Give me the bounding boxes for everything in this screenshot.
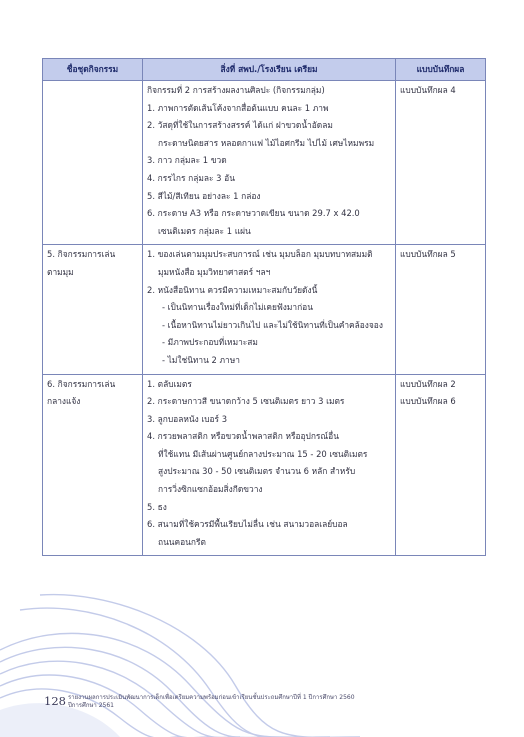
material-line: - ไม่ใช่นิทาน 2 ภาษา [162,354,240,365]
table-row [43,245,486,374]
material-line: 6. กระดาษ A3 หรือ กระดาษวาดเขียน ขนาด 29.7 x 42.0 [147,208,360,219]
material-line: กระดาษนิตยสาร หลอดกาแฟ ไม้ไอศกรีม ไปไม้ เศษไหมพรม [158,137,375,148]
record-line: แบบบันทึกผล 2 [400,378,456,389]
activity-line: 6. กิจกรรมการเล่น [47,378,116,389]
table-row [43,374,486,556]
material-line: 1. ของเล่นตามมุมประสบการณ์ เช่น มุมบล็อก มุมบทบาทสมมติ [147,249,373,260]
material-line: การวิ่งซิกแซกอ้อมสิ่งกีดขวาง [158,484,263,495]
activity-cell [43,81,143,245]
material-line: - เนื้อหานิทานไม่ยาวเกินไป และไม่ใช้นิทานที่เป็นคำคล้องจอง [162,319,383,330]
records-cell [396,245,486,374]
materials-table [42,58,486,556]
material-line: 4. กรรไกร กลุ่มละ 3 อัน [147,172,235,183]
material-line: 3. กาว กลุ่มละ 1 ขวด [147,155,227,166]
activity-cell [43,245,143,374]
records-cell [396,81,486,245]
material-line: เซนติเมตร กลุ่มละ 1 แผ่น [158,225,251,236]
material-line: มุมหนังสือ มุมวิทยาศาสตร์ ฯลฯ [158,266,271,277]
material-line: 3. ลูกบอลหนัง เบอร์ 3 [147,413,228,424]
material-line: 2. วัสดุที่ใช้ในการสร้างสรรค์ ได้แก่ ฝาขวดน้ำอัดลม [147,120,333,131]
header-records: แบบบันทึกผล [396,59,486,81]
records-cell [396,374,486,556]
footer-caption [68,694,355,709]
materials-cell [143,81,396,245]
activity-line: ตามมุม [47,266,74,277]
material-line: 4. กรวยพลาสติก หรือขวดน้ำพลาสติก หรืออุปกรณ์อื่น [147,431,339,442]
material-line: 1. ภาพการตัดเส้นโค้งจากสื่อต้นแบบ คนละ 1 ภาพ [147,102,329,113]
material-line: 2. หนังสือนิทาน ควรมีความเหมาะสมกับวัยดังนี้ [147,284,318,295]
material-line: 5. สีไม้/สีเทียน อย่างละ 1 กล่อง [147,190,261,201]
page-number: 128 [44,694,66,708]
material-line: 2. กระดาษกาวสี ขนาดกว้าง 5 เซนติเมตร ยาว 3 เมตร [147,396,345,407]
activity-line: 5. กิจกรรมการเล่น [47,249,116,260]
material-line: สูงประมาณ 30 - 50 เซนติเมตร จำนวน 6 หลัก สำหรับ [158,466,356,477]
header-materials: สิ่งที่ สพป./โรงเรียน เตรียม [143,59,396,81]
footer-caption-line-1: รายงานผลการประเมินพัฒนาการเด็กเพื่อเตรียมความพร้อมก่อนเข้าเรียนชั้นประถมศึกษาปีที่ 1 ปีการศึกษา 2560 [68,694,355,701]
record-line: แบบบันทึกผล 4 [400,85,456,95]
material-line: 6. สนามที่ใช้ควรมีพื้นเรียบไม่ลื่น เช่น สนามวอลเลย์บอล [147,519,348,530]
materials-cell [143,374,396,556]
material-line: - เป็นนิทานเรื่องใหม่ที่เด็กไม่เคยฟังมาก่อน [162,302,313,313]
footer-swirl-decoration [0,590,524,737]
material-line: ถนนคอนกรีต [158,536,206,547]
table-header-row [43,59,486,81]
header-activity: ชื่อชุดกิจกรรม [43,59,143,81]
activity-line: กลางแจ้ง [47,396,81,407]
activity-cell [43,374,143,556]
material-line: ที่ใช้แทน มีเส้นผ่านศูนย์กลางประมาณ 15 - 20 เซนติเมตร [158,448,368,459]
record-line: แบบบันทึกผล 6 [400,396,456,407]
material-line: 5. ธง [147,501,167,512]
material-line: กิจกรรมที่ 2 การสร้างผลงานศิลปะ (กิจกรรมกลุ่ม) [147,85,325,95]
footer-caption-line-2: ปีการศึกษา 2561 [68,701,114,709]
material-line: 1. ตลับเมตร [147,378,192,389]
record-line: แบบบันทึกผล 5 [400,249,456,260]
materials-cell [143,245,396,374]
material-line: - มีภาพประกอบที่เหมาะสม [162,337,258,348]
table-row [43,81,486,245]
